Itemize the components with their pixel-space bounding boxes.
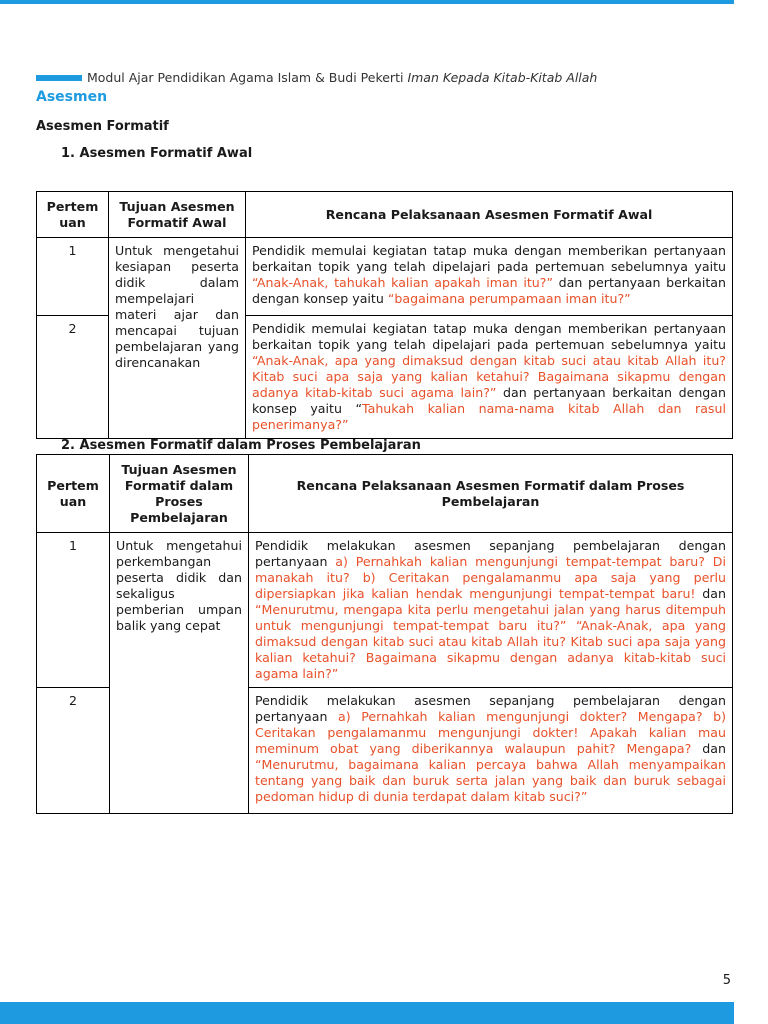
goal-cell: Untuk mengetahui kesiapan peserta didik dalam mempelajari materi ajar dan mencapai tujuan pembelajaran yang direncanakan xyxy=(109,238,246,439)
meeting-number: 1 xyxy=(37,533,110,688)
meeting-number: 2 xyxy=(37,688,110,814)
header-accent-bar xyxy=(36,75,82,81)
table-header-row xyxy=(37,455,733,533)
col-goal-header: Tujuan Asesmen Formatif Awal xyxy=(109,192,246,238)
section-title: Asesmen xyxy=(36,89,108,105)
table-header-row xyxy=(37,192,733,238)
module-topic: Iman Kepada Kitab-Kitab Allah xyxy=(407,70,598,85)
col-plan-header: Rencana Pelaksanaan Asesmen Formatif dalam Proses Pembelajaran xyxy=(249,455,733,533)
plan-cell: Pendidik memulai kegiatan tatap muka dengan memberikan pertanyaan berkaitan topik yang telah dipelajari pada pertemuan sebelumnya yaitu “Anak-Anak, tahukah kalian apakah iman itu?” dan pertanyaan berkaitan dengan konsep yaitu “bagaimana perumpamaan iman itu?” xyxy=(246,238,733,316)
plan-cell: Pendidik memulai kegiatan tatap muka dengan memberikan pertanyaan berkaitan topik yang telah dipelajari pada pertemuan sebelumnya yaitu “Anak-Anak, apa yang dimaksud dengan kitab suci atau kitab Allah itu? Kitab suci apa saja yang kalian ketahui? Bagaimana sikapmu dengan adanya kitab-kitab suci agama lain?” dan pertanyaan berkaitan dengan konsep yaitu “Tahukah kalian nama-nama kitab Allah dan rasul penerimanya?” xyxy=(246,316,733,439)
table-row xyxy=(37,533,733,688)
page-number: 5 xyxy=(722,973,731,988)
table2-heading: 2. Asesmen Formatif dalam Proses Pembelajaran xyxy=(61,438,421,453)
table1-heading: 1. Asesmen Formatif Awal xyxy=(61,146,253,161)
plan-cell: Pendidik melakukan asesmen sepanjang pembelajaran dengan pertanyaan a) Pernahkah kalian mengunjungi tempat-tempat baru? Di manakah itu? b) Ceritakan pengalamanmu apa saja yang perlu dipersiapkan jika kalian hendak mengunjungi tempat-tempat baru! dan “Menurutmu, mengapa kita perlu mengetahui jalan yang harus ditempuh untuk mengunjungi tempat-tempat baru itu?” “Anak-Anak, apa yang dimaksud dengan kitab suci atau kitab Allah itu? Kitab suci apa saja yang kalian ketahui? Bagaimana sikapmu dengan adanya kitab-kitab suci agama lain?” xyxy=(249,533,733,688)
col-meeting-header: Pertem uan xyxy=(37,455,110,533)
table-row xyxy=(37,238,733,316)
col-goal-header: Tujuan Asesmen Formatif dalam Proses Pembelajaran xyxy=(110,455,249,533)
table-formative-process xyxy=(36,454,733,814)
subsection-title: Asesmen Formatif xyxy=(36,119,169,134)
top-accent-bar xyxy=(0,0,734,4)
meeting-number: 2 xyxy=(37,316,109,439)
col-plan-header: Rencana Pelaksanaan Asesmen Formatif Awal xyxy=(246,192,733,238)
plan-cell: Pendidik melakukan asesmen sepanjang pembelajaran dengan pertanyaan a) Pernahkah kalian mengunjungi dokter? Mengapa? b) Ceritakan pengalamanmu mengunjungi dokter! Apakah kalian mau meminum obat yang diberikannya walaupun pahit? Mengapa? dan “Menurutmu, bagaimana kalian percaya bahwa Allah menyampaikan tentang yang baik dan buruk serta jalan yang baik dan buruk sebagai pedoman hidup di dunia terdapat dalam kitab suci?” xyxy=(249,688,733,814)
table-formative-initial xyxy=(36,191,733,439)
running-header xyxy=(36,70,597,85)
meeting-number: 1 xyxy=(37,238,109,316)
module-title: Modul Ajar Pendidikan Agama Islam & Budi Pekerti xyxy=(87,70,404,85)
bottom-accent-bar xyxy=(0,1002,734,1024)
goal-cell: Untuk mengetahui perkembangan peserta didik dan sekaligus pemberian umpan balik yang cepat xyxy=(110,533,249,814)
col-meeting-header: Pertem uan xyxy=(37,192,109,238)
